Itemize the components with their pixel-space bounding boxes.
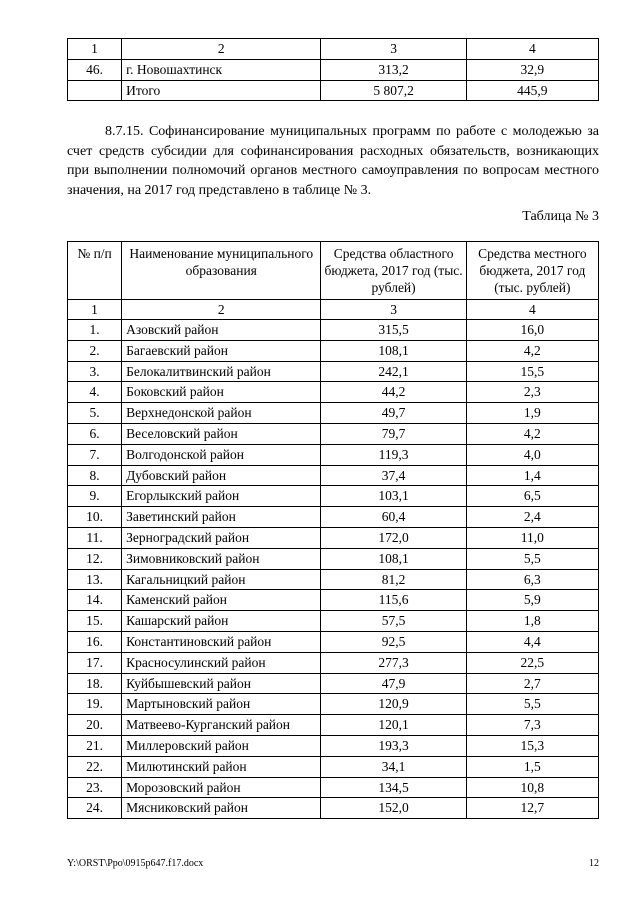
col-index-cell: 2 [122,300,321,320]
header-regional-budget: Средства областного бюджета, 2017 год (тыс. рублей) [321,242,466,300]
column-index-row [68,300,599,320]
table-row [68,444,599,465]
local-budget-value: 1,5 [466,756,598,777]
regional-budget-value: 172,0 [321,527,466,548]
municipality-name: Белокалитвинский район [122,361,321,382]
municipality-name: Каменский район [122,590,321,611]
table-row [68,694,599,715]
table-row [68,507,599,528]
local-budget-value: 6,3 [466,569,598,590]
local-budget-value: 4,2 [466,340,598,361]
regional-budget-value: 60,4 [321,507,466,528]
municipality-name: Константиновский район [122,631,321,652]
regional-budget-value: 313,2 [321,59,466,80]
total-regional-value: 5 807,2 [321,80,466,101]
regional-budget-value: 79,7 [321,423,466,444]
col-index-cell: 1 [68,39,122,60]
local-budget-value: 4,4 [466,631,598,652]
funding-table [67,241,599,819]
municipality-name: г. Новошахтинск [122,59,321,80]
regional-budget-value: 103,1 [321,486,466,507]
row-number: 9. [68,486,122,507]
regional-budget-value: 47,9 [321,673,466,694]
row-number: 1. [68,320,122,341]
municipality-name: Кашарский район [122,611,321,632]
municipality-name: Красносулинский район [122,652,321,673]
table-row [68,486,599,507]
local-budget-value: 5,9 [466,590,598,611]
table-header-row [68,242,599,300]
col-index-cell: 3 [321,300,466,320]
row-number: 15. [68,611,122,632]
regional-budget-value: 134,5 [321,777,466,798]
regional-budget-value: 315,5 [321,320,466,341]
col-index-cell: 3 [321,39,466,60]
regional-budget-value: 119,3 [321,444,466,465]
local-budget-value: 2,4 [466,507,598,528]
municipality-name: Азовский район [122,320,321,341]
regional-budget-value: 44,2 [321,382,466,403]
row-number: 6. [68,423,122,444]
row-number: 20. [68,715,122,736]
municipality-name: Зерноградский район [122,527,321,548]
local-budget-value: 11,0 [466,527,598,548]
local-budget-value: 5,5 [466,694,598,715]
table-row [68,403,599,424]
row-number [68,80,122,101]
local-budget-value: 16,0 [466,320,598,341]
row-number: 23. [68,777,122,798]
regional-budget-value: 120,1 [321,715,466,736]
total-local-value: 445,9 [466,80,598,101]
municipality-name: Милютинский район [122,756,321,777]
total-row [68,80,599,101]
municipality-name: Заветинский район [122,507,321,528]
row-number: 16. [68,631,122,652]
municipality-name: Дубовский район [122,465,321,486]
local-budget-value: 1,8 [466,611,598,632]
local-budget-value: 10,8 [466,777,598,798]
column-index-row [68,39,599,60]
table-row [68,590,599,611]
row-number: 17. [68,652,122,673]
municipality-name: Волгодонской район [122,444,321,465]
regional-budget-value: 242,1 [321,361,466,382]
regional-budget-value: 193,3 [321,735,466,756]
table-row [68,652,599,673]
regional-budget-value: 120,9 [321,694,466,715]
row-number: 21. [68,735,122,756]
table-row [68,756,599,777]
row-number: 10. [68,507,122,528]
section-paragraph: 8.7.15. Софинансирование муниципальных программ по работе с молодежью за счет средств субсидии для софинансирования расходных обязательств, возникающих при выполнении полномочий органов местного самоуправления по вопросам местного значения, на 2017 год представлено в таблице № 3. [67,124,599,198]
local-budget-value: 2,7 [466,673,598,694]
header-number: № п/п [68,242,122,300]
local-budget-value: 12,7 [466,798,598,819]
local-budget-value: 1,9 [466,403,598,424]
table-row [68,569,599,590]
table-row [68,361,599,382]
table-row [68,777,599,798]
row-number: 7. [68,444,122,465]
table-row [68,715,599,736]
row-number: 8. [68,465,122,486]
regional-budget-value: 115,6 [321,590,466,611]
row-number: 5. [68,403,122,424]
col-index-cell: 4 [466,39,598,60]
municipality-name: Багаевский район [122,340,321,361]
total-label: Итого [122,80,321,101]
municipality-name: Зимовниковский район [122,548,321,569]
municipality-name: Верхнедонской район [122,403,321,424]
header-municipality: Наименование муниципального образования [122,242,321,300]
table-row [68,320,599,341]
local-budget-value: 1,4 [466,465,598,486]
row-number: 24. [68,798,122,819]
municipality-name: Кагальницкий район [122,569,321,590]
local-budget-value: 7,3 [466,715,598,736]
header-local-budget: Средства местного бюджета, 2017 год (тыс. рублей) [466,242,598,300]
regional-budget-value: 152,0 [321,798,466,819]
table-row [68,382,599,403]
municipality-name: Егорлыкский район [122,486,321,507]
regional-budget-value: 108,1 [321,340,466,361]
table-row [68,59,599,80]
table-row [68,611,599,632]
regional-budget-value: 108,1 [321,548,466,569]
municipality-name: Морозовский район [122,777,321,798]
row-number: 3. [68,361,122,382]
row-number: 22. [68,756,122,777]
table-row [68,631,599,652]
table-row [68,735,599,756]
regional-budget-value: 277,3 [321,652,466,673]
regional-budget-value: 92,5 [321,631,466,652]
regional-budget-value: 57,5 [321,611,466,632]
row-number: 18. [68,673,122,694]
table-row [68,340,599,361]
row-number: 13. [68,569,122,590]
municipality-name: Веселовский район [122,423,321,444]
continuation-table [67,38,599,101]
col-index-cell: 1 [68,300,122,320]
local-budget-value: 15,3 [466,735,598,756]
table-row [68,527,599,548]
municipality-name: Куйбышевский район [122,673,321,694]
col-index-cell: 4 [466,300,598,320]
row-number: 14. [68,590,122,611]
row-number: 19. [68,694,122,715]
table-row [68,423,599,444]
municipality-name: Матвеево-Курганский район [122,715,321,736]
regional-budget-value: 37,4 [321,465,466,486]
row-number: 12. [68,548,122,569]
row-number: 4. [68,382,122,403]
row-number: 2. [68,340,122,361]
local-budget-value: 22,5 [466,652,598,673]
table-row [68,798,599,819]
municipality-name: Мясниковский район [122,798,321,819]
regional-budget-value: 49,7 [321,403,466,424]
footer-file-path: Y:\ORST\Ppo\0915p647.f17.docx [67,858,204,869]
municipality-name: Миллеровский район [122,735,321,756]
col-index-cell: 2 [122,39,321,60]
municipality-name: Боковский район [122,382,321,403]
local-budget-value: 4,0 [466,444,598,465]
local-budget-value: 6,5 [466,486,598,507]
municipality-name: Мартыновский район [122,694,321,715]
local-budget-value: 32,9 [466,59,598,80]
row-number: 11. [68,527,122,548]
local-budget-value: 2,3 [466,382,598,403]
table-row [68,673,599,694]
local-budget-value: 4,2 [466,423,598,444]
regional-budget-value: 81,2 [321,569,466,590]
page-number: 12 [589,858,599,869]
row-number: 46. [68,59,122,80]
local-budget-value: 5,5 [466,548,598,569]
regional-budget-value: 34,1 [321,756,466,777]
table-row [68,548,599,569]
table-row [68,465,599,486]
local-budget-value: 15,5 [466,361,598,382]
table-caption: Таблица № 3 [522,209,599,224]
